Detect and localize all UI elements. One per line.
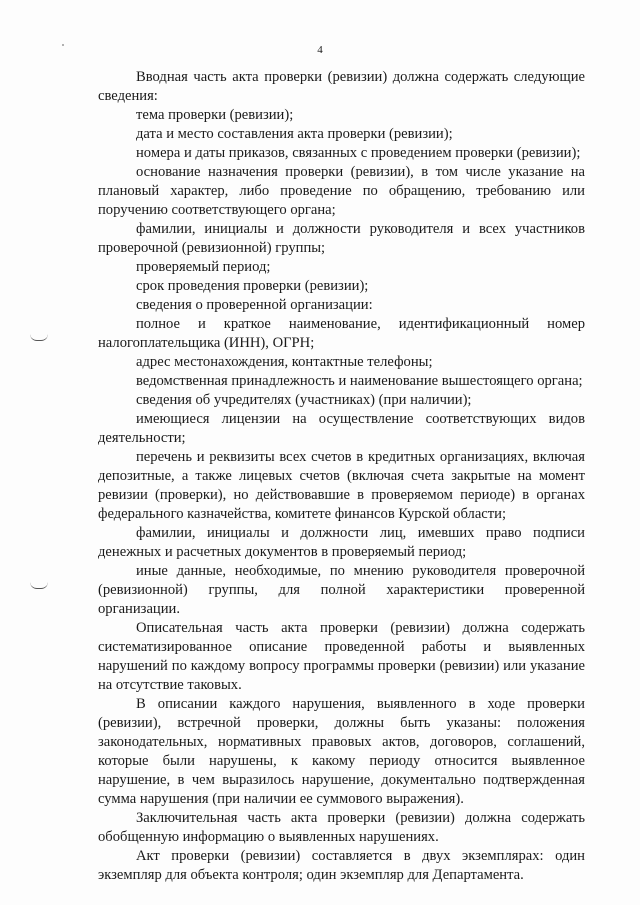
paragraph: проверяемый период; [136, 259, 271, 275]
margin-mark [30, 334, 48, 341]
paragraph: иные данные, необходимые, по мнению руководителя проверочной (ревизионной) группы, для полной характеристики проверенной организации. [98, 563, 585, 617]
body-text [98, 68, 585, 885]
paragraph: имеющиеся лицензии на осуществление соответствующих видов деятельности; [98, 411, 585, 446]
paragraph: фамилии, инициалы и должности лиц, имевших право подписи денежных и расчетных документов в проверяемый период; [98, 525, 585, 560]
paragraph: фамилии, инициалы и должности руководителя и всех участников проверочной (ревизионной) группы; [98, 221, 585, 256]
paragraph: основание назначения проверки (ревизии), в том числе указание на плановый характер, либо проведение по обращению, требованию или поручению соответствующего органа; [98, 164, 585, 218]
paragraph: В описании каждого нарушения, выявленного в ходе проверки (ревизии), встречной проверки, должны быть указаны: положения законодательных, нормативных правовых актов, договоров, соглашений, которые были нарушены, к какому периоду относится выявленное нарушение, в чем выразилось нарушение, документально подтвержденная сумма нарушения (при наличии ее суммового выражения). [98, 696, 585, 807]
paragraph: дата и место составления акта проверки (ревизии); [136, 126, 453, 142]
paragraph: Вводная часть акта проверки (ревизии) должна содержать следующие сведения: [98, 69, 585, 104]
paragraph: срок проведения проверки (ревизии); [136, 278, 369, 294]
paragraph: сведения о проверенной организации: [136, 297, 373, 313]
paragraph: номера и даты приказов, связанных с проведением проверки (ревизии); [136, 145, 581, 161]
paragraph: ведомственная принадлежность и наименование вышестоящего органа; [136, 373, 583, 389]
paragraph: тема проверки (ревизии); [136, 107, 294, 123]
paragraph: Описательная часть акта проверки (ревизии) должна содержать систематизированное описание проведенной работы и выявленных нарушений по каждому вопросу программы проверки (ревизии) или указание на отсутствие таковых. [98, 620, 585, 693]
page-number: 4 [317, 44, 323, 56]
paragraph: Заключительная часть акта проверки (ревизии) должна содержать обобщенную информацию о выявленных нарушениях. [98, 810, 585, 845]
margin-mark [30, 582, 48, 589]
paragraph: сведения об учредителях (участниках) (при наличии); [136, 392, 472, 408]
paragraph: полное и краткое наименование, идентификационный номер налогоплательщика (ИНН), ОГРН; [98, 316, 585, 351]
paragraph: перечень и реквизиты всех счетов в кредитных организациях, включая депозитные, а также лицевых счетов (включая счета закрытые на момент ревизии (проверки), но действовавшие в проверяемом периоде) в органах федерального казначейства, комитете финансов Курской области; [98, 449, 585, 522]
paragraph: Акт проверки (ревизии) составляется в двух экземплярах: один экземпляр для объекта контроля; один экземпляр для Департамента. [98, 848, 585, 883]
paragraph: адрес местонахождения, контактные телефоны; [136, 354, 433, 370]
